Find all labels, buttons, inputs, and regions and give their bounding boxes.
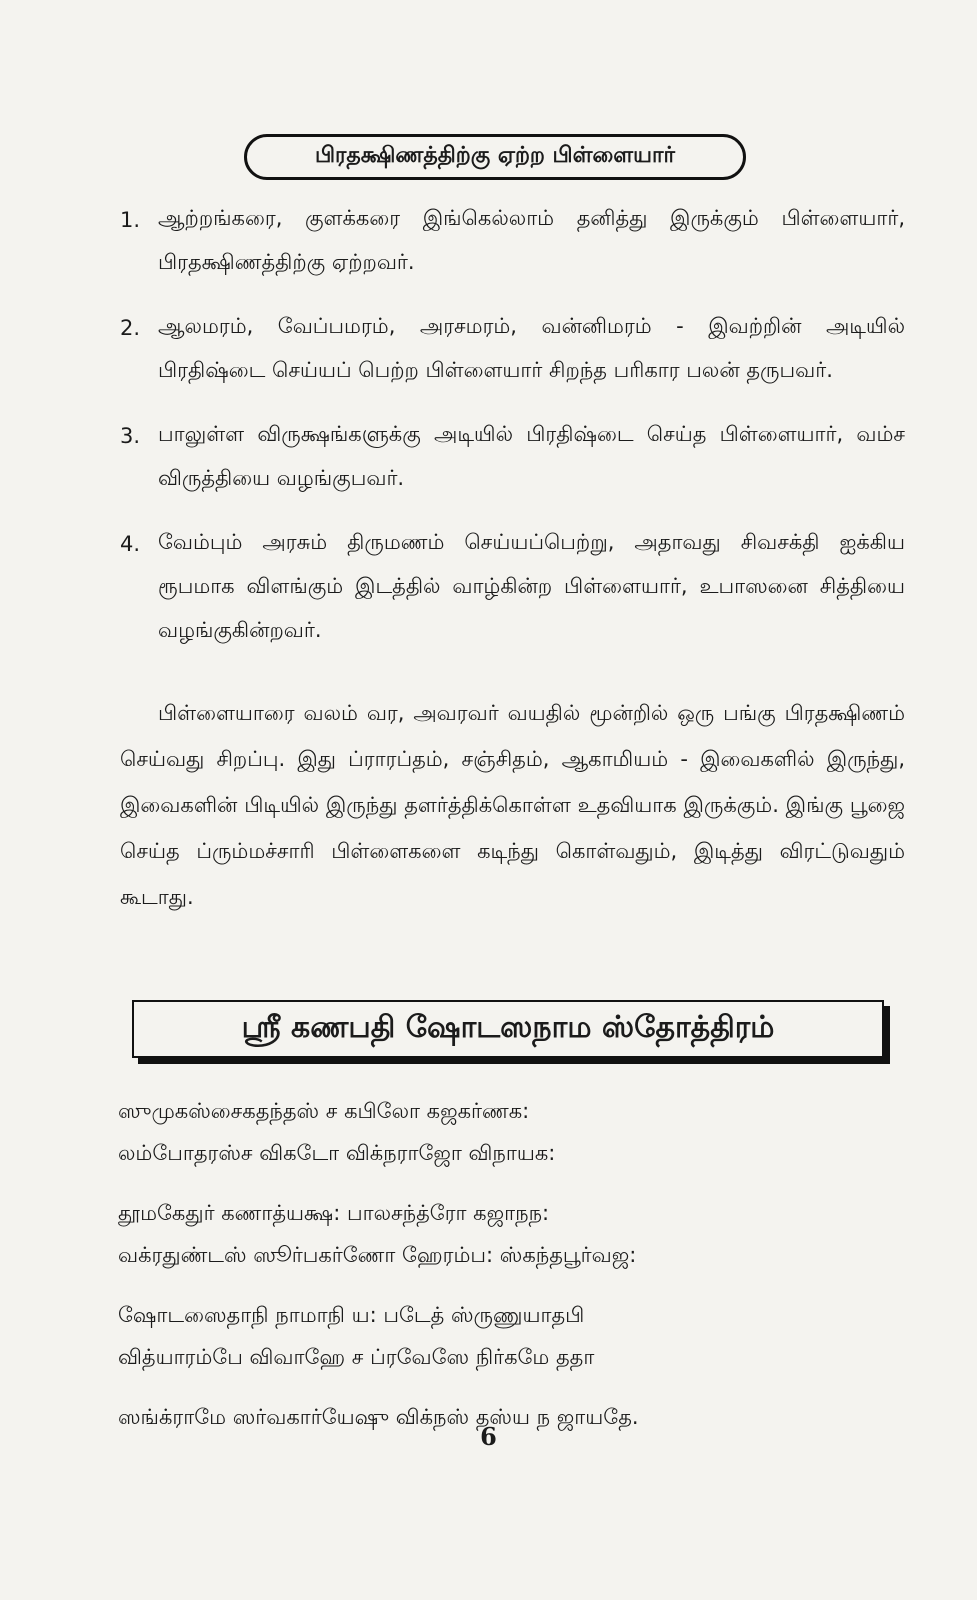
verse-line: தூமகேதுர் கணாத்யக்ஷ: பாலசந்த்ரோ கஜாநந: <box>118 1201 550 1225</box>
verse-stanza <box>118 1090 908 1174</box>
stotra-title: ஸ்ரீ கணபதி ஷோடஸநாம ஸ்தோத்திரம் <box>132 1000 884 1058</box>
section-heading-pradakshina: பிரதக்ஷிணத்திற்கு ஏற்ற பிள்ளையார் <box>244 134 746 180</box>
verse-line: வித்யாரம்பே விவாஹே ச ப்ரவேஸே நிர்கமே ததா <box>118 1345 595 1369</box>
verse-stanza <box>118 1294 908 1378</box>
list-item-text: ஆற்றங்கரை, குளக்கரை இங்கெல்லாம் தனித்து இருக்கும் பிள்ளையார், பிரதக்ஷிணத்திற்கு ஏற்றவர். <box>158 206 905 274</box>
stotra-verses <box>118 1090 908 1456</box>
page-number: 6 <box>480 1422 497 1451</box>
list-item <box>120 196 905 284</box>
list-item-number: 4. <box>120 532 141 556</box>
body-paragraph: பிள்ளையாரை வலம் வர, அவரவர் வயதில் மூன்றில் ஒரு பங்கு பிரதக்ஷிணம் செய்வது சிறப்பு. இது ப்ராரப்தம், சஞ்சிதம், ஆகாமியம் - இவைகளில் இருந்து, இவைகளின் பிடியில் இருந்து தளர்த்திக்கொள்ள உதவியாக இருக்கும். இங்கு பூஜை செய்த ப்ரும்மச்சாரி பிள்ளைகளை கடிந்து கொள்வதும், இடித்து விரட்டுவதும் கூடாது. <box>120 701 905 909</box>
verse-line: லம்போதரஸ்ச விகடோ விக்நராஜோ விநாயக: <box>118 1141 556 1165</box>
verse-line: ஸுமுகஸ்சைகதந்தஸ் ச கபிலோ கஜகர்ணக: <box>118 1099 530 1123</box>
list-item-text: பாலுள்ள விருக்ஷங்களுக்கு அடியில் பிரதிஷ்டை செய்த பிள்ளையார், வம்ச விருத்தியை வழங்குபவர். <box>158 422 905 490</box>
list-item-text: ஆலமரம், வேப்பமரம், அரசமரம், வன்னிமரம் - இவற்றின் அடியில் பிரதிஷ்டை செய்யப் பெற்ற பிள்ளையார் சிறந்த பரிகார பலன் தருபவர். <box>158 314 905 382</box>
list-item-number: 1. <box>120 208 141 232</box>
list-item-number: 3. <box>120 424 141 448</box>
verse-stanza <box>118 1192 908 1276</box>
verse-line: ஷோடஸைதாநி நாமாநி ய: படேத் ஸ்ருணுயாதபி <box>118 1303 585 1327</box>
list-item-number: 2. <box>120 316 141 340</box>
verse-line: ஸங்க்ராமே ஸர்வகார்யேஷு விக்நஸ் தஸ்ய ந ஜாயதே. <box>118 1405 639 1429</box>
numbered-list <box>120 196 905 672</box>
list-item <box>120 412 905 500</box>
verse-line: வக்ரதுண்டஸ் ஸூர்பகர்ணோ ஹேரம்ப: ஸ்கந்தபூர்வஜ: <box>118 1243 637 1267</box>
list-item-text: வேம்பும் அரசும் திருமணம் செய்யப்பெற்று, அதாவது சிவசக்தி ஐக்கிய ரூபமாக விளங்கும் இடத்தில் வாழ்கின்ற பிள்ளையார், உபாஸனை சித்தியை வழங்குகின்றவர். <box>158 530 905 642</box>
list-item <box>120 304 905 392</box>
list-item <box>120 520 905 652</box>
